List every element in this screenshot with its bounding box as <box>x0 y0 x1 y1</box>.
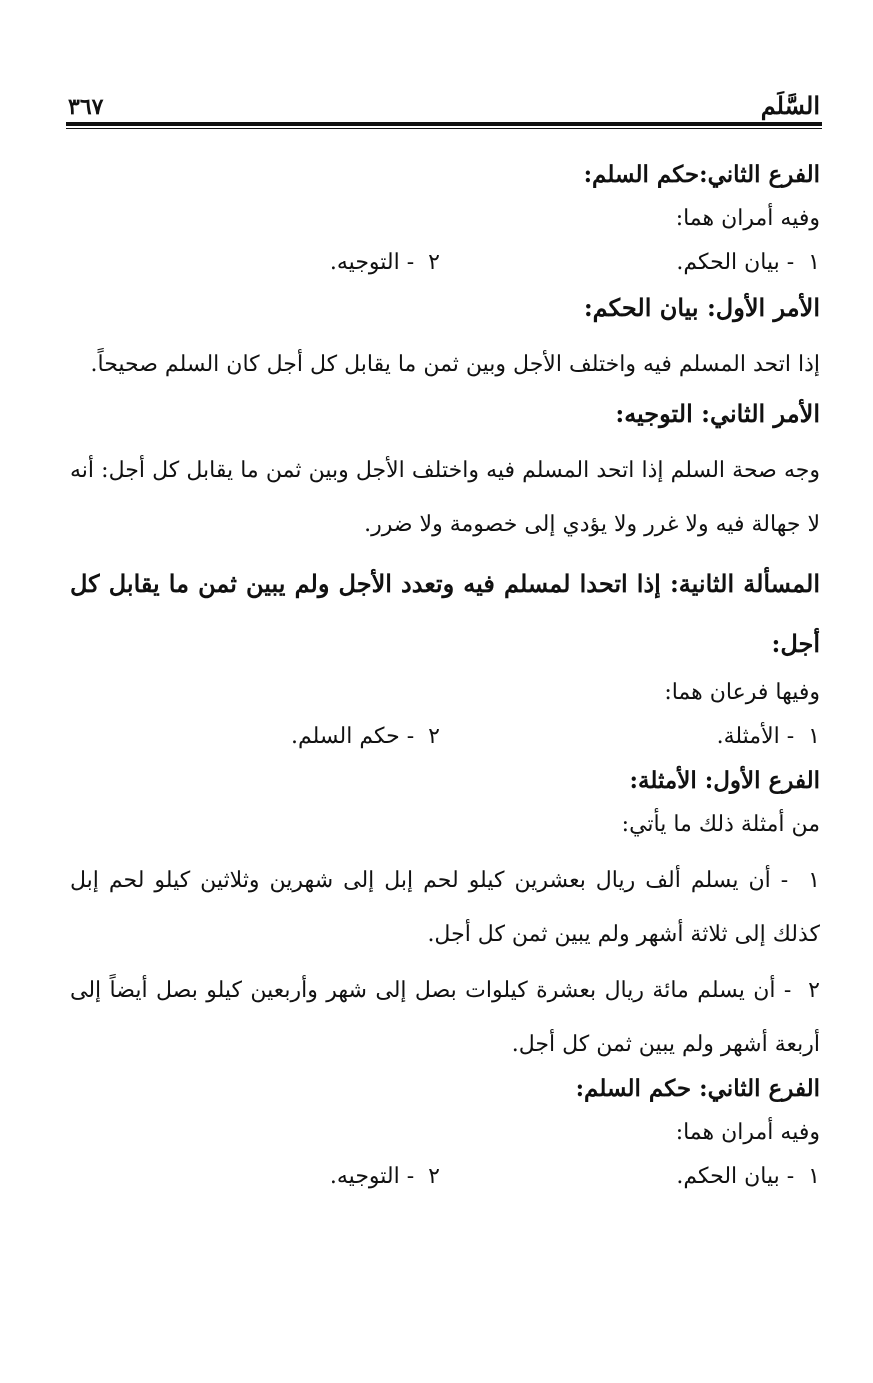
paragraph: إذا اتحد المسلم فيه واختلف الأجل وبين ثمن ما يقابل كل أجل كان السلم صحيحاً. <box>90 352 820 377</box>
intro-text: من أمثلة ذلك ما يأتي: <box>621 812 820 837</box>
header-rule-thick <box>66 122 822 126</box>
list-item: ١- الأمثلة. <box>716 724 820 749</box>
subsection-heading: الأمر الأول: بيان الحكم: <box>583 293 820 322</box>
subsection-heading: الأمر الثاني: التوجيه: <box>615 399 820 428</box>
intro-text: وفيه أمران هما: <box>675 1120 820 1145</box>
numbered-list <box>70 722 820 752</box>
page-body <box>70 160 820 1206</box>
list-item: ٢- التوجيه. <box>329 250 440 275</box>
example-item: ٢ - أن يسلم مائة ريال بعشرة كيلوات بصل إلى شهر وأربعين كيلو بصل أيضاً إلى أربعة أشهر ولم يبين ثمن كل أجل. <box>70 978 820 1057</box>
paragraph: وجه صحة السلم إذا اتحد المسلم فيه واختلف الأجل وبين ثمن ما يقابل كل أجل: أنه لا جهالة فيه ولا غرر ولا يؤدي إلى خصومة ولا ضرر. <box>70 458 820 537</box>
section-heading: الفرع الثاني:حكم السلم: <box>583 161 820 188</box>
section-heading: الفرع الثاني: حكم السلم: <box>575 1075 820 1102</box>
intro-text: وفيه أمران هما: <box>675 206 820 231</box>
running-header <box>68 80 820 120</box>
chapter-title: السَّلَم <box>760 91 820 120</box>
list-item: ١- بيان الحكم. <box>676 1164 820 1189</box>
numbered-list <box>70 248 820 278</box>
section-heading: الفرع الأول: الأمثلة: <box>629 767 820 794</box>
example-item: ١ - أن يسلم ألف ريال بعشرين كيلو لحم إبل إلى شهرين وثلاثين كيلو لحم إبل كذلك إلى ثلاثة أشهر ولم يبين ثمن كل أجل. <box>70 868 820 947</box>
list-item: ٢- التوجيه. <box>329 1164 440 1189</box>
numbered-list <box>70 1162 820 1192</box>
intro-text: وفيها فرعان هما: <box>664 680 820 705</box>
header-rule-thin <box>66 128 822 129</box>
issue-heading: المسألة الثانية: إذا اتحدا لمسلم فيه وتعدد الأجل ولم يبين ثمن ما يقابل كل أجل: <box>70 569 820 658</box>
list-item: ١- بيان الحكم. <box>676 250 820 275</box>
page-number: ٣٦٧ <box>68 94 104 120</box>
list-item: ٢- حكم السلم. <box>291 724 440 749</box>
